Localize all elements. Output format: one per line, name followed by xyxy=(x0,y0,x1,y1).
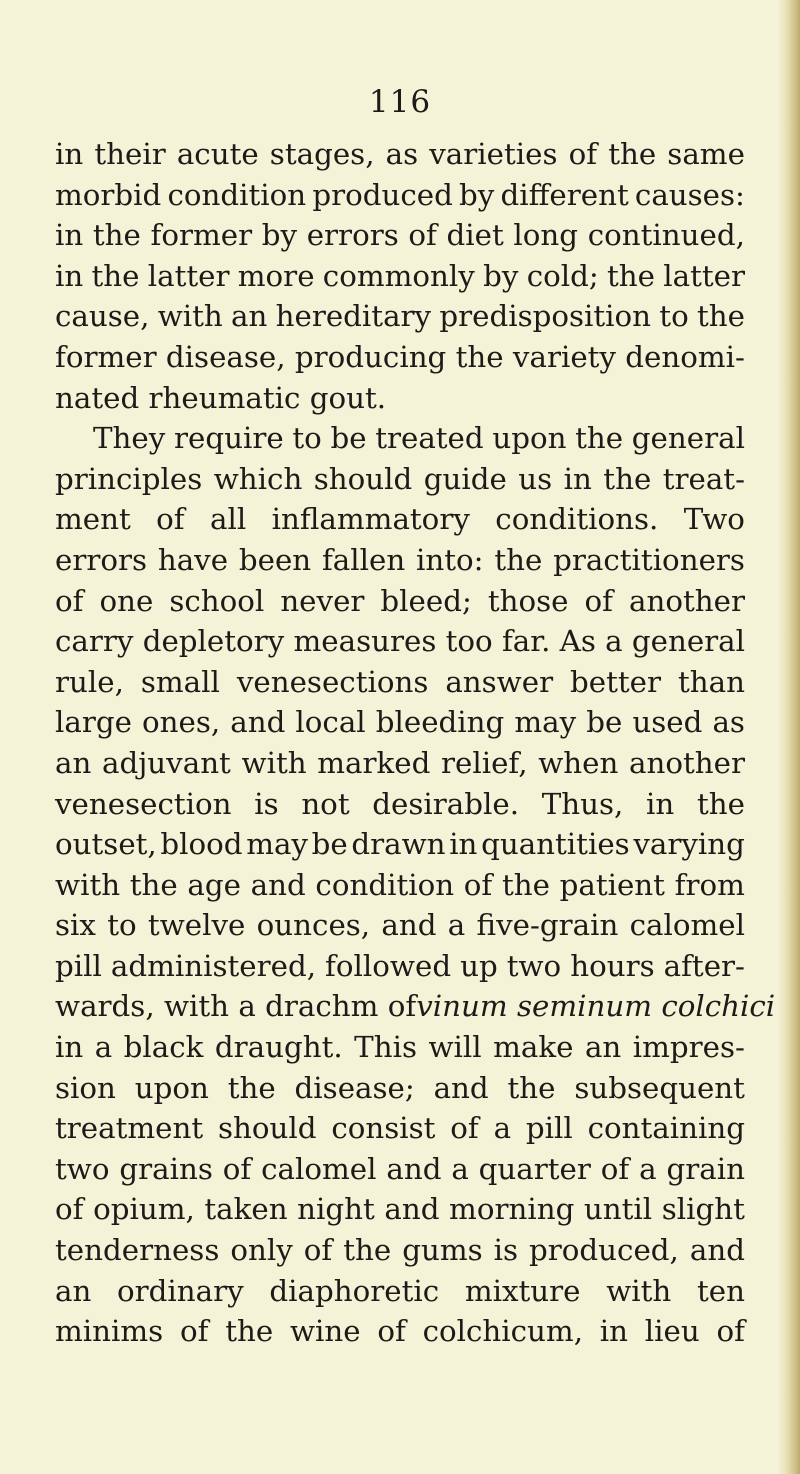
word: should xyxy=(217,1111,317,1146)
word: upon xyxy=(492,421,567,456)
word: better xyxy=(570,664,662,699)
word: the xyxy=(501,867,550,902)
word: of xyxy=(55,583,84,618)
word: into: xyxy=(416,542,484,577)
word: in xyxy=(563,461,592,496)
word: than xyxy=(677,664,745,699)
word: five-grain xyxy=(476,908,619,943)
word: long xyxy=(513,218,579,253)
word: in xyxy=(449,827,478,862)
word: should xyxy=(313,461,413,496)
word: grains xyxy=(119,1151,213,1186)
word: black xyxy=(123,1030,204,1065)
word: draught. xyxy=(214,1030,343,1065)
text-line xyxy=(55,581,745,622)
word: with xyxy=(55,867,121,902)
word: continued, xyxy=(587,218,745,253)
text-line xyxy=(55,662,745,703)
text-line xyxy=(55,1230,745,1271)
word: marked xyxy=(317,745,431,780)
word: guide xyxy=(423,461,507,496)
text-line xyxy=(55,946,745,987)
word: disease, xyxy=(165,339,286,374)
word: commonly xyxy=(322,258,475,293)
text-line xyxy=(55,1027,745,1068)
word: the xyxy=(696,786,745,821)
word: local xyxy=(295,705,366,740)
word: a xyxy=(605,624,623,659)
word: by xyxy=(261,218,298,253)
word: a xyxy=(493,1111,512,1146)
word: condition xyxy=(315,867,455,902)
word: ordinary xyxy=(117,1273,244,1308)
word: been xyxy=(238,542,312,577)
word: of xyxy=(303,1233,333,1268)
word: treatment xyxy=(55,1111,204,1146)
word: subsequent xyxy=(574,1070,745,1105)
word: conditions. xyxy=(495,502,659,537)
word: upon xyxy=(134,1070,209,1105)
word: school xyxy=(169,583,265,618)
word: morning xyxy=(449,1192,575,1227)
word: measures xyxy=(293,624,437,659)
word: wine xyxy=(289,1314,361,1349)
word: another xyxy=(629,745,745,780)
word: bleeding xyxy=(375,705,505,740)
word: cause, xyxy=(55,299,150,334)
word: patient xyxy=(559,867,665,902)
word: of xyxy=(716,1314,745,1349)
word: morbid xyxy=(55,177,162,212)
text-line xyxy=(55,337,745,378)
word: They xyxy=(93,421,166,456)
word: may xyxy=(514,705,577,740)
word: same xyxy=(667,137,745,171)
word: not xyxy=(301,786,350,821)
word: errors xyxy=(306,218,399,253)
word: consist xyxy=(331,1111,436,1146)
word: the xyxy=(696,299,745,334)
word: relief, xyxy=(441,745,528,780)
text-line xyxy=(55,296,745,337)
word: inflammatory xyxy=(271,502,470,537)
word: This xyxy=(354,1030,417,1065)
word: in xyxy=(55,258,84,293)
word: to xyxy=(107,908,137,943)
word: latter xyxy=(663,258,745,293)
word: calomel xyxy=(261,1151,377,1186)
text-line xyxy=(55,621,745,662)
body-text xyxy=(55,134,776,1352)
word: followed xyxy=(325,948,452,983)
word: minims xyxy=(55,1314,164,1349)
word: six xyxy=(55,908,96,943)
word: all xyxy=(210,502,247,537)
word: in xyxy=(599,1314,629,1349)
word: have xyxy=(157,542,229,577)
word: require xyxy=(173,421,284,456)
word: impres- xyxy=(632,1030,745,1065)
word: in xyxy=(646,786,675,821)
word: in xyxy=(55,1030,84,1065)
text-line xyxy=(55,702,745,743)
word: fallen xyxy=(321,542,406,577)
page-number: 116 xyxy=(368,84,432,120)
word: be xyxy=(586,705,623,740)
word: hours xyxy=(570,948,655,983)
word: variety xyxy=(512,339,616,374)
word: the xyxy=(455,339,504,374)
text-line xyxy=(55,175,745,216)
word: with xyxy=(606,1273,672,1308)
word: answer xyxy=(445,664,554,699)
word: pill xyxy=(55,948,102,983)
word: and xyxy=(384,1192,440,1227)
word: opium, xyxy=(93,1192,195,1227)
text-line xyxy=(55,1108,745,1149)
word: another xyxy=(629,583,745,618)
text-line xyxy=(55,499,745,540)
word: of xyxy=(600,1151,630,1186)
word: adjuvant xyxy=(102,745,231,780)
word: an xyxy=(55,1273,92,1308)
text-line xyxy=(55,540,745,581)
word: diet xyxy=(446,218,504,253)
word: As xyxy=(559,624,596,659)
text-line xyxy=(55,418,745,459)
word: practitioners xyxy=(553,542,745,577)
word: disease; xyxy=(294,1070,415,1105)
word: venesection xyxy=(55,786,232,821)
word: acute xyxy=(176,137,259,171)
word: ten xyxy=(696,1273,745,1308)
word: of xyxy=(55,1192,84,1227)
word: gums xyxy=(402,1233,483,1268)
word: Two xyxy=(683,502,745,537)
word: small xyxy=(140,664,220,699)
word: quarter xyxy=(478,1151,591,1186)
word: the xyxy=(227,1070,276,1105)
word: make xyxy=(493,1030,574,1065)
word: an xyxy=(584,1030,622,1065)
word: slight xyxy=(661,1192,745,1227)
word: ment xyxy=(55,502,131,537)
word: the xyxy=(507,1070,556,1105)
word: denomi- xyxy=(625,339,745,374)
word: diaphoretic xyxy=(269,1273,440,1308)
word: treat- xyxy=(662,461,745,496)
word: be xyxy=(311,827,348,862)
word: two xyxy=(55,1151,110,1186)
text-line xyxy=(55,1149,745,1190)
text-line xyxy=(55,743,745,784)
word: condition xyxy=(167,177,307,212)
word: desirable. xyxy=(372,786,520,821)
word: the xyxy=(129,867,178,902)
text-line xyxy=(55,378,745,419)
word: different xyxy=(500,177,629,212)
latin-term: vinum seminum colchici xyxy=(416,989,776,1024)
word: after- xyxy=(663,948,745,983)
word: venesections xyxy=(236,664,429,699)
text-line xyxy=(55,215,745,256)
word: is xyxy=(493,1233,519,1268)
word: us xyxy=(518,461,553,496)
word: former xyxy=(55,339,157,374)
word: grain xyxy=(666,1151,745,1186)
word: the xyxy=(575,421,624,456)
word: when xyxy=(538,745,619,780)
word: pill xyxy=(525,1111,573,1146)
text-line xyxy=(55,459,745,500)
word: which xyxy=(213,461,303,496)
word: an xyxy=(231,299,268,334)
word: never xyxy=(280,583,365,618)
text-line xyxy=(55,1271,745,1312)
line-text: wards, with a drachm of xyxy=(55,989,417,1024)
word: a xyxy=(447,908,466,943)
word: with xyxy=(241,745,307,780)
word: of xyxy=(463,867,493,902)
word: is xyxy=(254,786,279,821)
word: their xyxy=(94,137,166,171)
word: with xyxy=(157,299,223,334)
word: the xyxy=(607,258,655,293)
word: and xyxy=(250,867,306,902)
word: administered, xyxy=(110,948,317,983)
text-line xyxy=(55,986,776,1027)
word: producing xyxy=(294,339,447,374)
word: predisposition xyxy=(439,299,652,334)
word: one xyxy=(99,583,154,618)
word: of xyxy=(222,1151,252,1186)
text-line xyxy=(55,824,745,865)
word: night xyxy=(297,1192,375,1227)
word: the xyxy=(92,218,141,253)
word: carry xyxy=(55,624,134,659)
word: sion xyxy=(55,1070,116,1105)
word: colchicum, xyxy=(422,1314,584,1349)
word: stages, xyxy=(269,137,375,171)
word: treated xyxy=(375,421,484,456)
word: blood xyxy=(160,827,243,862)
word: the xyxy=(603,461,652,496)
word: and xyxy=(381,908,437,943)
word: by xyxy=(483,258,519,293)
word: those xyxy=(487,583,569,618)
word: mixture xyxy=(464,1273,581,1308)
word: in xyxy=(55,137,84,171)
word: a xyxy=(451,1151,469,1186)
word: general xyxy=(631,624,745,659)
word: by xyxy=(459,177,495,212)
text-line xyxy=(55,1189,745,1230)
word: an xyxy=(55,745,92,780)
word: the xyxy=(225,1314,274,1349)
page-edge-shadow xyxy=(778,0,800,1474)
word: until xyxy=(583,1192,653,1227)
word: to xyxy=(292,421,322,456)
word: from xyxy=(674,867,745,902)
word: ounces, xyxy=(256,908,371,943)
word: as xyxy=(385,137,419,171)
word: principles xyxy=(55,461,203,496)
word: as xyxy=(712,705,745,740)
word: varying xyxy=(633,827,745,862)
word: of xyxy=(584,583,613,618)
word: of xyxy=(377,1314,406,1349)
word: the xyxy=(608,137,657,171)
word: calomel xyxy=(629,908,745,943)
word: quantities xyxy=(481,827,630,862)
word: produced, xyxy=(529,1233,679,1268)
word: rule, xyxy=(55,664,124,699)
word: age xyxy=(187,867,241,902)
text-line xyxy=(55,905,745,946)
word: far. xyxy=(501,624,551,659)
word: bleed; xyxy=(380,583,472,618)
word: to xyxy=(659,299,689,334)
word: causes: xyxy=(634,177,745,212)
word: errors xyxy=(55,542,148,577)
word: outset, xyxy=(55,827,157,862)
word: the xyxy=(494,542,543,577)
word: of xyxy=(156,502,185,537)
word: will xyxy=(428,1030,482,1065)
text-line xyxy=(55,134,745,175)
word: and xyxy=(386,1151,442,1186)
word: containing xyxy=(587,1111,745,1146)
word: a xyxy=(94,1030,113,1065)
text-line xyxy=(55,784,745,825)
word: and xyxy=(689,1233,745,1268)
word: cold; xyxy=(526,258,599,293)
word: of xyxy=(408,218,437,253)
text-line xyxy=(55,865,745,906)
word: depletory xyxy=(142,624,285,659)
word: too xyxy=(445,624,493,659)
word: latter xyxy=(147,258,230,293)
word: former xyxy=(150,218,253,253)
word: tenderness xyxy=(55,1233,220,1268)
word: and xyxy=(230,705,286,740)
word: of xyxy=(450,1111,479,1146)
line-text: nated rheumatic gout. xyxy=(55,380,387,415)
word: of xyxy=(179,1314,209,1349)
text-line xyxy=(55,256,745,297)
word: two xyxy=(506,948,562,983)
word: hereditary xyxy=(275,299,432,334)
word: the xyxy=(91,258,140,293)
word: used xyxy=(632,705,703,740)
text-line xyxy=(55,1068,745,1109)
word: ones, xyxy=(142,705,221,740)
word: more xyxy=(237,258,315,293)
word: varieties xyxy=(429,137,558,171)
word: only xyxy=(230,1233,293,1268)
word: twelve xyxy=(147,908,246,943)
word: of xyxy=(568,137,598,171)
word: drawn xyxy=(351,827,446,862)
text-line xyxy=(55,1311,745,1352)
word: general xyxy=(631,421,745,456)
word: may xyxy=(246,827,308,862)
word: and xyxy=(433,1070,489,1105)
word: the xyxy=(343,1233,392,1268)
word: large xyxy=(55,705,132,740)
word: Thus, xyxy=(541,786,624,821)
word: be xyxy=(330,421,367,456)
word: a xyxy=(639,1151,657,1186)
word: in xyxy=(55,218,84,253)
word: lieu xyxy=(644,1314,700,1349)
word: up xyxy=(460,948,498,983)
word: taken xyxy=(204,1192,288,1227)
word: produced xyxy=(312,177,453,212)
